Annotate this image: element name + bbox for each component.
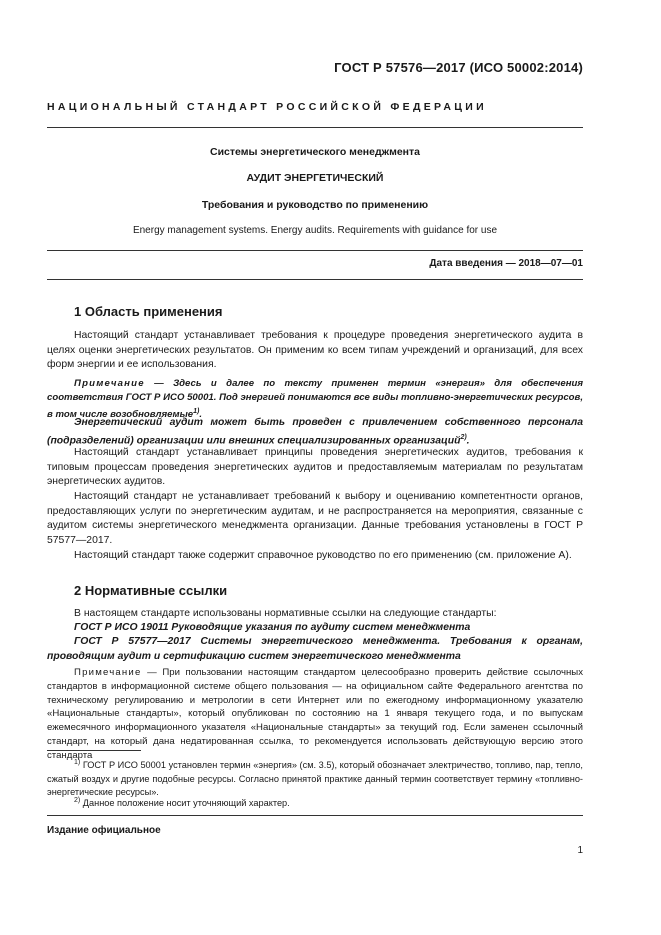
- footnote-1: $^{1)}$ ГОСТ Р ИСО 50001 установлен термин «энергия» (см. 3.5), который обозначает электричество, топливо, пар, тепло, сжатый воздух и другие подобные ресурсы. Согласно принятой практике данный термин соответствует термину «топливно-энергетические ресурсы».: [47, 759, 583, 798]
- page-number: 1: [577, 845, 583, 856]
- section2-heading: 2 Нормативные ссылки: [74, 583, 228, 598]
- section1-paragraph-2: Настоящий стандарт устанавливает принципы проведения энергетических аудитов, требования к типовым процессам проведения энергетических аудитов и предоставляемым материалам по результатам энергетических аудитов.: [47, 447, 583, 488]
- section1-paragraph-3: Настоящий стандарт не устанавливает требований к выбору и оцениванию компетентности органов, предоставляющих услуги по энергетическим аудитам, и не распространяется на мероприятия, связанные с аудитом системы энергетического менеджмента организации. Данные требования установлены в ГОСТ Р 57577—2017.: [47, 491, 583, 546]
- divider-top: [47, 127, 583, 128]
- normative-reference-2: ГОСТ Р 57577—2017 Системы энергетического менеджмента. Требования к органам, проводящим аудит и сертификацию систем энергетического менеджмента: [47, 636, 583, 662]
- divider-publication: [47, 815, 583, 816]
- intro-date: Дата введения — 2018—07—01: [429, 258, 583, 269]
- system-title: Системы энергетического менеджмента: [210, 146, 420, 158]
- english-title: Energy management systems. Energy audits. Requirements with guidance for use: [132, 225, 498, 236]
- footnote-ref-2: 2): [460, 433, 467, 441]
- note-text: — Здесь и далее по тексту применен термин «энергия» для обеспечения соответствия ГОСТ Р ИСО 50001. Под энергией понимаются все виды топливно-энергетических ресурсов, в том числе возобновляемые: [47, 378, 583, 420]
- note-text: — При пользовании настоящим стандартом целесообразно проверить действие ссылочных стандартов в информационной системе общего пользования — на официальном сайте Федерального агентства по техническому регулированию и метрологии в сети Интернет или по ежегодному информационному указателю «Национальные стандарты», который опубликован по состоянию на 1 января текущего года, и по выпускам ежемесячного информационного указателя «Национальные стандарты» за текущий год. Если заменен ссылочный стандарт, на который дана недатированная ссылка, то рекомендуется использовать действующую версию этого стандарта: [47, 667, 583, 761]
- publication-label: Издание официальное: [47, 825, 161, 836]
- section2-paragraph-1: В настоящем стандарте использованы нормативные ссылки на следующие стандарты:: [74, 608, 497, 619]
- footnote-divider: [47, 750, 141, 751]
- divider-date: [47, 250, 583, 251]
- footnote-ref-1: 1): [193, 407, 200, 415]
- section1-paragraph-4: Настоящий стандарт также содержит справочное руководство по его применению (см. приложение А).: [74, 550, 572, 561]
- section1-audit-paragraph: Энергетический аудит может быть проведен с привлечением собственного персонала (подразделений) организации или внешних специализированных организаций$^{2)}$.: [47, 417, 583, 447]
- section1-note: Примечание — Здесь и далее по тексту применен термин «энергия» для обеспечения соответствия ГОСТ Р ИСО 50001. Под энергией понимаются все виды топливно-энергетических ресурсов, в том числе возобновляемые$^{1)}$.: [47, 378, 583, 420]
- gost-code: ГОСТ Р 57576—2017 (ИСО 50002:2014): [334, 60, 583, 75]
- note-label: Примечание: [74, 378, 145, 389]
- section2-note: [47, 666, 583, 763]
- divider-bottom: [47, 279, 583, 280]
- national-standard-banner: НАЦИОНАЛЬНЫЙ СТАНДАРТ РОССИЙСКОЙ ФЕДЕРАЦИИ: [47, 101, 487, 113]
- sub-title: Требования и руководство по применению: [201, 199, 429, 211]
- footnote-mark-1: 1): [74, 759, 81, 766]
- section1-heading: 1 Область применения: [74, 304, 223, 319]
- note-label: Примечание: [74, 667, 142, 678]
- footnote-mark-2: 2): [74, 797, 81, 804]
- main-title: АУДИТ ЭНЕРГЕТИЧЕСКИЙ: [246, 172, 384, 184]
- footnote-2: $^{2)}$ Данное положение носит уточняющий характер.: [74, 797, 290, 809]
- section1-paragraph-1: Настоящий стандарт устанавливает требования к процедуре проведения энергетического аудита в целях оценки энергетических результатов. Он применим ко всем типам учреждений и организаций, для всех форм энергии и ее использования.: [47, 330, 583, 371]
- normative-reference-1: ГОСТ Р ИСО 19011 Руководящие указания по аудиту систем менеджмента: [74, 622, 471, 633]
